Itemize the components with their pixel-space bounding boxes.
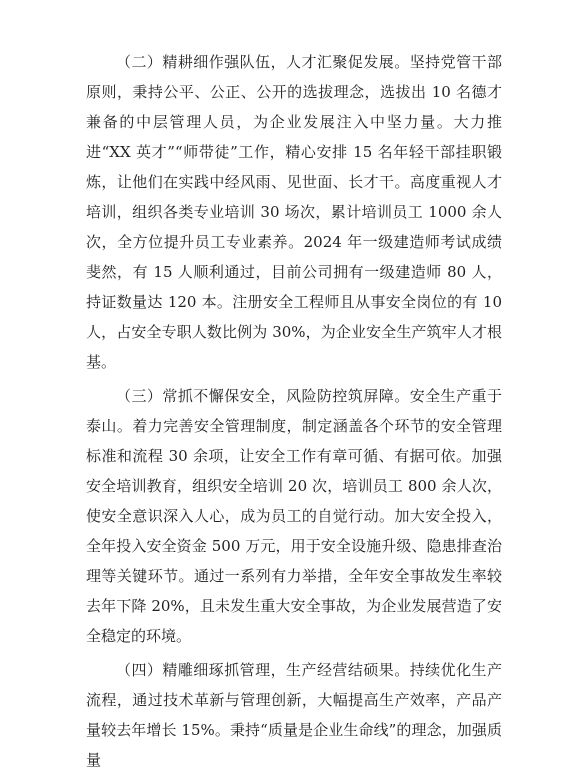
document-page	[86, 47, 502, 775]
paragraph-talent: （二）精耕细作强队伍，人才汇聚促发展。坚持党管干部原则，秉持公平、公正、公开的选拔理念，选拔出 10 名德才兼备的中层管理人员，为企业发展注入中坚力量。大力推进“XX 英才”“师带徒”工作，精心安排 15 名年轻干部挂职锻炼，让他们在实践中经风雨、见世面、长才干。高度重视人才培训，组织各类专业培训 30 场次，累计培训员工 1000 余人次，全方位提升员工专业素养。2024 年一级建造师考试成绩斐然，有 15 人顺利通过，目前公司拥有一级建造师 80 人，持证数量达 120 本。注册安全工程师且从事安全岗位的有 10 人，占安全专职人数比例为 30%，为企业安全生产筑牢人才根基。	[86, 53, 502, 371]
paragraph-management: （四）精雕细琢抓管理，生产经营结硕果。持续优化生产流程，通过技术革新与管理创新，大幅提高生产效率，产品产量较去年增长 15%。秉持“质量是企业生命线”的理念，加强质量	[86, 661, 502, 769]
paragraph-safety: （三）常抓不懈保安全，风险防控筑屏障。安全生产重于泰山。着力完善安全管理制度，制定涵盖各个环节的安全管理标准和流程 30 余项，让安全工作有章可循、有据可依。加强安全培训教育，组织安全培训 20 次，培训员工 800 余人次，使安全意识深入人心，成为员工的自觉行动。加大安全投入，全年投入安全资金 500 万元，用于安全设施升级、隐患排查治理等关键环节。通过一系列有力举措，全年安全事故发生率较去年下降 20%，且未发生重大安全事故，为企业发展营造了安全稳定的环境。	[86, 387, 502, 645]
